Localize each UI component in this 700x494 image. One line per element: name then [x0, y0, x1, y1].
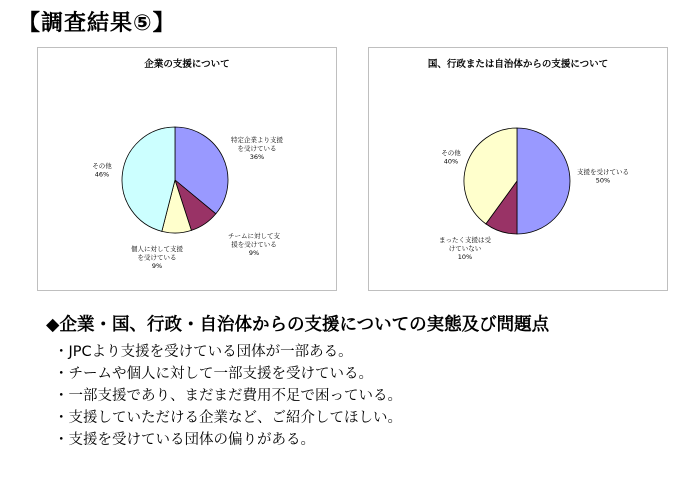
slice-label: 支援を受けている 50% — [577, 168, 629, 185]
chart-panel-corporate-support — [37, 47, 337, 291]
pie-chart-corporate-support — [38, 48, 336, 290]
slice-label: チームに対して支援を受けている 9% — [228, 232, 280, 257]
slice-label: その他 46% — [92, 162, 112, 179]
summary-item: ・一部支援であり、まだまだ費用不足で困っている。 — [54, 388, 402, 404]
slice-label: その他 40% — [441, 149, 461, 166]
chart-panel-government-support — [368, 47, 668, 291]
summary-item: ・支援を受けている団体の偏りがある。 — [54, 432, 315, 448]
chart-title: 企業の支援について — [144, 59, 230, 70]
page-title: 【調査結果⑤】 — [18, 11, 176, 36]
chart-title: 国、行政または自治体からの支援について — [427, 59, 609, 70]
pie-chart-government-support — [369, 48, 667, 290]
summary-section — [46, 311, 549, 451]
summary-heading: ◆企業・国、行政・自治体からの支援についての実態及び問題点 — [46, 315, 550, 335]
summary-item: ・チームや個人に対して一部支援を受けている。 — [54, 366, 373, 382]
slice-label: まったく支援は受けていない 10% — [439, 236, 491, 261]
slice-label: 特定企業より支援を受けている 36% — [231, 136, 283, 161]
summary-item: ・支援していただける企業など、ご紹介してほしい。 — [54, 410, 402, 426]
pie-slice — [517, 128, 570, 234]
slice-label: 個人に対して支援を受けている 9% — [131, 245, 183, 270]
summary-item: ・JPCより支援を受けている団体が一部ある。 — [54, 344, 353, 360]
